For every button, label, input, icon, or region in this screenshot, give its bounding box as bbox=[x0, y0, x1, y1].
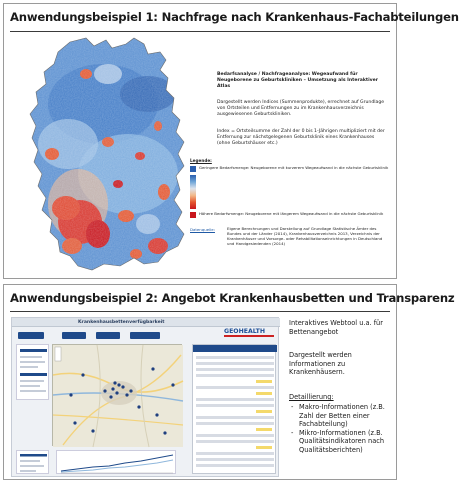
source-label: Datenquelle: bbox=[190, 227, 215, 232]
webtool-info-box bbox=[16, 450, 49, 474]
slide-title: Anwendungsbeispiel 1: Nachfrage nach Krankenhaus-Fachabteilungen bbox=[10, 10, 459, 24]
panel-row bbox=[196, 416, 274, 419]
panel-highlight bbox=[256, 428, 272, 431]
panel-row bbox=[196, 458, 274, 461]
germany-demand-map bbox=[8, 34, 208, 276]
slide-title: Anwendungsbeispiel 2: Angebot Krankenhausbetten und Transparenz bbox=[10, 291, 455, 305]
legend-label-high: Höhere Bedarfsmenge: Neugeborene mit längerem Wegeaufwand in die nächste Geburtsklinik bbox=[199, 211, 384, 216]
legend-item-high bbox=[190, 212, 390, 220]
title-divider bbox=[10, 31, 390, 32]
panel-row bbox=[196, 404, 274, 407]
title-divider bbox=[10, 311, 390, 312]
list-item: - Mikro-Informationen (z.B. Qualitätsindikatoren nach Qualitätsberichten) bbox=[291, 428, 385, 454]
list-item-text: Makro-Informationen (z.B. Zahl der Betten einer Fachabteilung) bbox=[299, 403, 385, 429]
panel-highlight bbox=[256, 410, 272, 413]
panel-row bbox=[196, 452, 274, 455]
legend-swatch-high bbox=[190, 212, 196, 218]
panel-row bbox=[196, 368, 274, 371]
panel-row bbox=[196, 398, 274, 401]
webtool-screenshot bbox=[11, 317, 279, 477]
panel-highlight bbox=[256, 446, 272, 449]
legend-gradient bbox=[190, 175, 196, 209]
slide-demand bbox=[3, 3, 459, 279]
panel-highlight bbox=[256, 392, 272, 395]
webtool-button bbox=[18, 332, 44, 339]
webtool-description: Dargestellt werden Informationen zu Krankenhäusern. bbox=[289, 351, 352, 377]
detail-label: Detaillierung: bbox=[289, 393, 334, 401]
legend-title: Legende: bbox=[190, 158, 212, 163]
legend-label-low: Geringere Bedarfsmenge: Neugeborene mit kurzerem Wegeaufwand in die nächste Geburtsklinik bbox=[199, 165, 389, 170]
logo-underline bbox=[224, 335, 274, 337]
panel-row bbox=[196, 386, 274, 389]
list-item: - Makro-Informationen (z.B. Zahl der Betten einer Fachabteilung) bbox=[291, 403, 385, 429]
panel-row bbox=[196, 422, 274, 425]
webtool-title: Krankenhausbettenverfügbarkeit bbox=[78, 320, 165, 325]
source-text: Eigene Berechnungen und Darstellung auf Grundlage Statistische Ämter des Bundes und der Länder (2014), Krankenhausverzeichnis 2013, Verzeichnis der Krankenhäuser und Vorsorge- oder Rehabilitationseinrichtungen in Deutschland und Handgesiedenden (2014) bbox=[227, 226, 383, 247]
webtool-button bbox=[62, 332, 86, 339]
webtool-filter-panel bbox=[16, 344, 49, 400]
webtool-details-panel bbox=[192, 344, 276, 474]
panel-highlight bbox=[256, 380, 272, 383]
panel-row bbox=[196, 464, 274, 467]
slide-bed-supply bbox=[3, 284, 455, 480]
webtool-topbar bbox=[12, 318, 280, 327]
legend-item-low bbox=[190, 166, 390, 174]
panel-row bbox=[196, 374, 274, 377]
webtool-button bbox=[96, 332, 120, 339]
detail-list bbox=[289, 403, 397, 455]
webtool-button bbox=[130, 332, 160, 339]
panel-row bbox=[196, 362, 274, 365]
geohealth-logo: GEOHEALTH bbox=[224, 328, 266, 335]
webtool-map bbox=[52, 344, 182, 446]
panel-row bbox=[196, 434, 274, 437]
webtool-chart bbox=[56, 450, 176, 474]
legend-swatch-low bbox=[190, 166, 196, 172]
webtool-heading: Interaktives Webtool u.a. für Bettenangebot bbox=[289, 319, 383, 336]
panel-header bbox=[193, 345, 277, 352]
list-item-text: Mikro-Informationen (z.B. Qualitätsindikatoren nach Qualitätsberichten) bbox=[299, 428, 385, 454]
analysis-description: Dargestellt werden Indices (Summenprodukte), errechnet auf Grundlage von Ortsteilen und Entfernungen zu im Krankenhausverzeichnis ausgewiesenen Geburtskliniken. bbox=[217, 100, 385, 117]
panel-row bbox=[196, 440, 274, 443]
panel-row bbox=[196, 356, 274, 359]
index-definition: Index = Ortsteilsumme der Zahl der 0 bis 1-Jährigen multipliziert mit der Entfernung zur nächstgelegenen Geburtsklinik eines Krankenhauses (ohne Geburtshäuser etc.) bbox=[217, 129, 385, 146]
analysis-heading: Bedarfsanalyse / Nachfrageanalyse: Wegeaufwand für Neugeborene zu Geburtskliniken – Umsetzung als Interaktiver Atlas bbox=[217, 72, 379, 89]
